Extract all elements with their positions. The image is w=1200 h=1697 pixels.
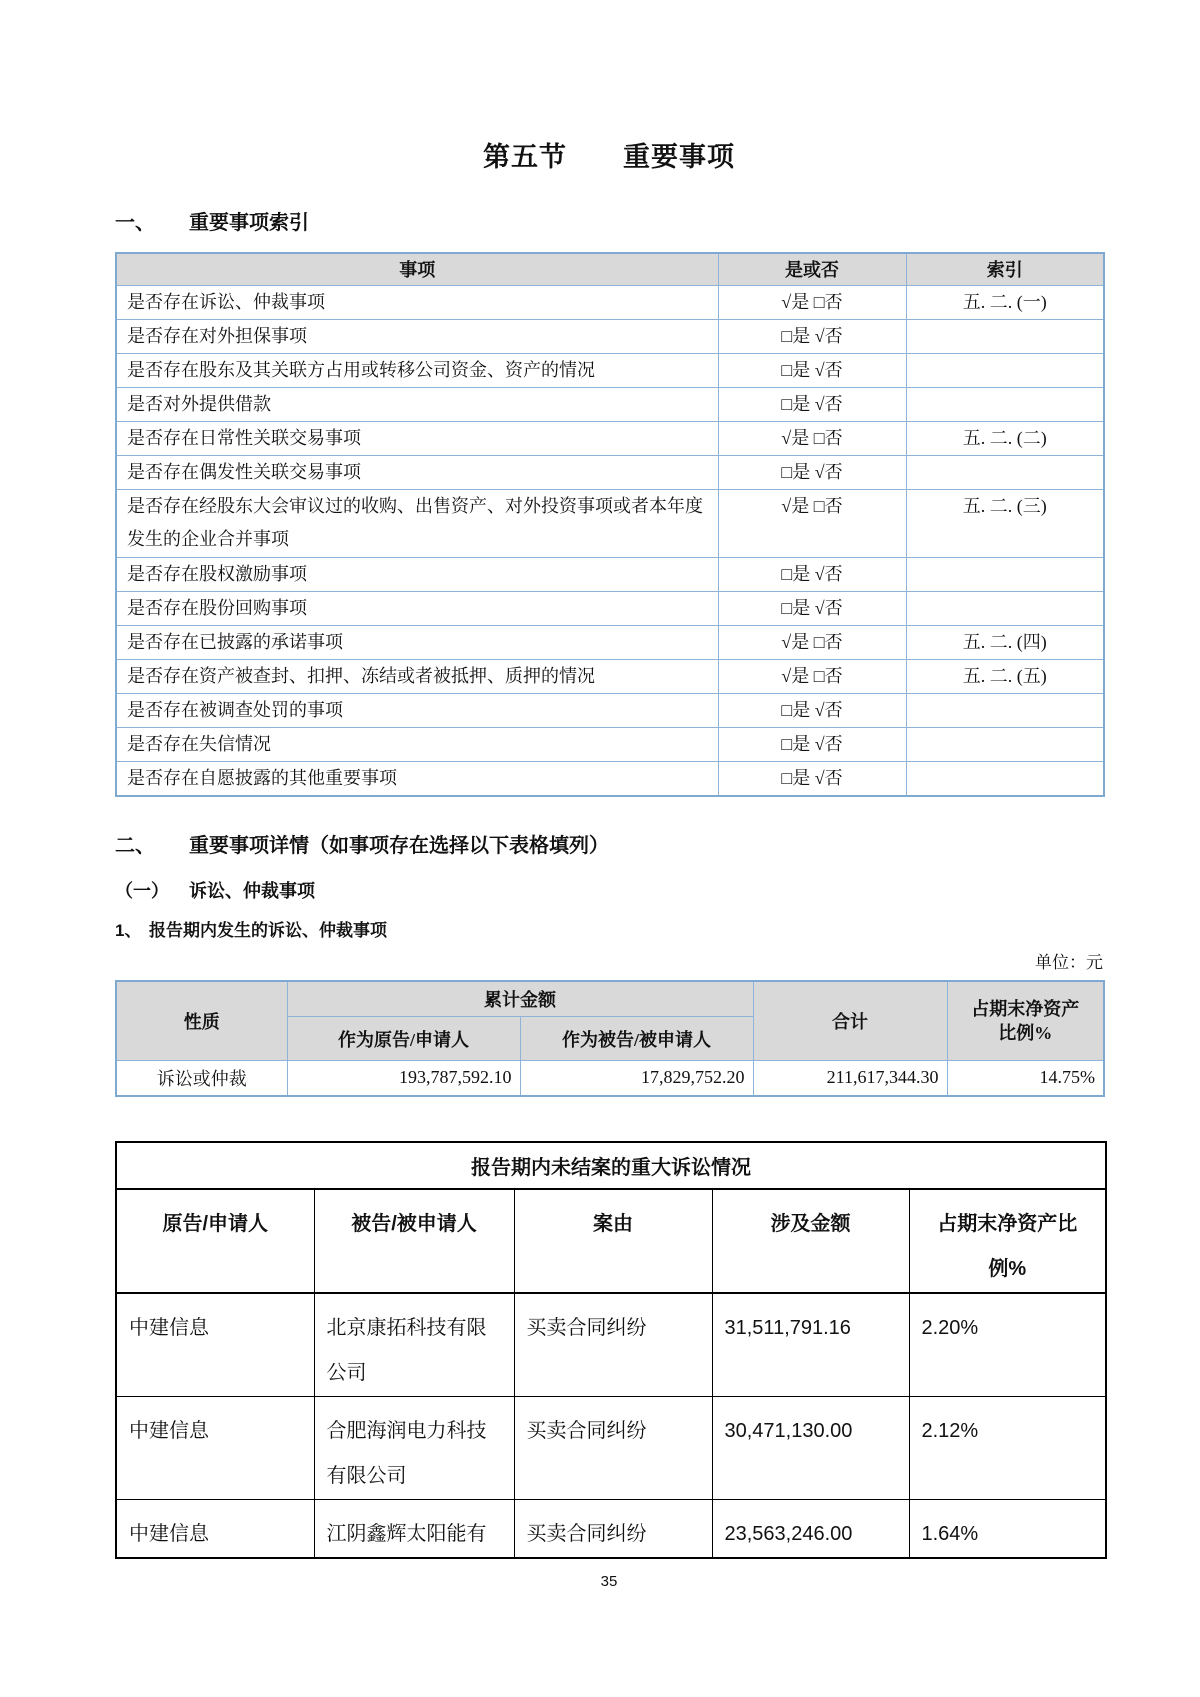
yes-no-checkbox-cell: □是 √否 bbox=[718, 727, 906, 761]
cause-cell: 买卖合同纠纷 bbox=[514, 1396, 712, 1499]
table-row bbox=[116, 659, 1104, 693]
ratio-cell: 2.20% bbox=[909, 1293, 1106, 1397]
cause-cell: 买卖合同纠纷 bbox=[514, 1293, 712, 1397]
column-header-as-defendant: 作为被告/被申请人 bbox=[520, 1017, 753, 1061]
column-header-plaintiff: 原告/申请人 bbox=[116, 1189, 314, 1293]
table-row bbox=[116, 489, 1104, 557]
nature-cell: 诉讼或仲裁 bbox=[116, 1061, 287, 1096]
table-row bbox=[116, 455, 1104, 489]
table-row bbox=[116, 421, 1104, 455]
amount-cell: 30,471,130.00 bbox=[712, 1396, 909, 1499]
table-row bbox=[116, 1396, 1106, 1499]
index-reference bbox=[906, 727, 1104, 761]
subsection-heading-lawsuits bbox=[115, 879, 1103, 903]
net-asset-ratio: 14.75% bbox=[947, 1061, 1104, 1096]
as-defendant-amount: 17,829,752.20 bbox=[520, 1061, 753, 1096]
defendant-cell: 合肥海润电力科技有限公司 bbox=[314, 1396, 514, 1499]
yes-no-checkbox-cell: □是 √否 bbox=[718, 557, 906, 591]
yes-no-checkbox-cell: √是 □否 bbox=[718, 625, 906, 659]
header-line-1: 占期末净资产比 bbox=[937, 1212, 1078, 1235]
matter-label: 是否存在自愿披露的其他重要事项 bbox=[116, 761, 718, 796]
defendant-cell: 江阴鑫辉太阳能有 bbox=[314, 1499, 514, 1558]
header-line-2: 例% bbox=[988, 1257, 1027, 1280]
index-reference: 五. 二. (一) bbox=[906, 285, 1104, 319]
index-reference bbox=[906, 455, 1104, 489]
matter-label: 是否存在对外担保事项 bbox=[116, 319, 718, 353]
plaintiff-cell: 中建信息 bbox=[116, 1499, 314, 1558]
matter-label: 是否存在诉讼、仲裁事项 bbox=[116, 285, 718, 319]
section-number: 一、 bbox=[115, 212, 155, 234]
table-row bbox=[116, 1293, 1106, 1397]
subsection-heading-text: 诉讼、仲裁事项 bbox=[189, 880, 315, 901]
yes-no-checkbox-cell: □是 √否 bbox=[718, 353, 906, 387]
column-header-index: 索引 bbox=[906, 253, 1104, 285]
matter-label: 是否存在经股东大会审议过的收购、出售资产、对外投资事项或者本年度发生的企业合并事项 bbox=[116, 489, 718, 557]
index-reference bbox=[906, 353, 1104, 387]
plaintiff-cell: 中建信息 bbox=[116, 1396, 314, 1499]
plaintiff-cell: 中建信息 bbox=[116, 1293, 314, 1397]
table-row bbox=[116, 625, 1104, 659]
table-row bbox=[116, 557, 1104, 591]
table-row bbox=[116, 591, 1104, 625]
column-header-cumulative-amount: 累计金额 bbox=[287, 981, 753, 1017]
table-title-row bbox=[116, 1142, 1106, 1189]
column-header-defendant: 被告/被申请人 bbox=[314, 1189, 514, 1293]
table-row bbox=[116, 285, 1104, 319]
page-title: 第五节 重要事项 bbox=[483, 142, 735, 172]
index-reference bbox=[906, 387, 1104, 421]
column-header-net-asset-ratio bbox=[909, 1189, 1106, 1293]
index-reference: 五. 二. (四) bbox=[906, 625, 1104, 659]
index-reference bbox=[906, 591, 1104, 625]
column-header-amount: 涉及金额 bbox=[712, 1189, 909, 1293]
amount-cell: 31,511,791.16 bbox=[712, 1293, 909, 1397]
table-header-row bbox=[116, 1189, 1106, 1293]
total-amount: 211,617,344.30 bbox=[753, 1061, 947, 1096]
index-reference bbox=[906, 761, 1104, 796]
index-reference bbox=[906, 319, 1104, 353]
yes-no-checkbox-cell: □是 √否 bbox=[718, 761, 906, 796]
table-header-row bbox=[116, 253, 1104, 285]
section-heading-index bbox=[115, 210, 1103, 236]
important-matters-index-table bbox=[115, 252, 1105, 797]
index-reference: 五. 二. (五) bbox=[906, 659, 1104, 693]
table-row bbox=[116, 727, 1104, 761]
cause-cell: 买卖合同纠纷 bbox=[514, 1499, 712, 1558]
matter-label: 是否存在股权激励事项 bbox=[116, 557, 718, 591]
matter-label: 是否存在被调查处罚的事项 bbox=[116, 693, 718, 727]
section-heading-details bbox=[115, 833, 1103, 859]
index-reference bbox=[906, 557, 1104, 591]
unit-label: 单位：元 bbox=[1035, 952, 1103, 972]
pending-lawsuits-table-title: 报告期内未结案的重大诉讼情况 bbox=[116, 1142, 1106, 1189]
index-reference bbox=[906, 693, 1104, 727]
table-row bbox=[116, 693, 1104, 727]
yes-no-checkbox-cell: □是 √否 bbox=[718, 319, 906, 353]
column-header-total: 合计 bbox=[753, 981, 947, 1061]
table-row bbox=[116, 761, 1104, 796]
ratio-cell: 1.64% bbox=[909, 1499, 1106, 1558]
as-plaintiff-amount: 193,787,592.10 bbox=[287, 1061, 520, 1096]
section-number: 二、 bbox=[115, 834, 155, 857]
yes-no-checkbox-cell: □是 √否 bbox=[718, 591, 906, 625]
column-header-cause: 案由 bbox=[514, 1189, 712, 1293]
table-header-row bbox=[116, 981, 1104, 1017]
matter-label: 是否存在股份回购事项 bbox=[116, 591, 718, 625]
table-row bbox=[116, 1499, 1106, 1558]
matter-label: 是否存在失信情况 bbox=[116, 727, 718, 761]
column-header-item: 事项 bbox=[116, 253, 718, 285]
section-heading-text: 重要事项索引 bbox=[189, 212, 309, 234]
matter-label: 是否存在资产被查封、扣押、冻结或者被抵押、质押的情况 bbox=[116, 659, 718, 693]
yes-no-checkbox-cell: √是 □否 bbox=[718, 285, 906, 319]
matter-label: 是否存在偶发性关联交易事项 bbox=[116, 455, 718, 489]
column-header-yes-no: 是或否 bbox=[718, 253, 906, 285]
table-row bbox=[116, 1061, 1104, 1096]
subsection2-heading bbox=[115, 919, 1103, 942]
pending-lawsuits-table bbox=[115, 1141, 1107, 1559]
column-header-nature: 性质 bbox=[116, 981, 287, 1061]
table-row bbox=[116, 387, 1104, 421]
column-header-as-plaintiff: 作为原告/申请人 bbox=[287, 1017, 520, 1061]
lawsuit-summary-table bbox=[115, 980, 1105, 1097]
matter-label: 是否存在股东及其关联方占用或转移公司资金、资产的情况 bbox=[116, 353, 718, 387]
yes-no-checkbox-cell: √是 □否 bbox=[718, 489, 906, 557]
yes-no-checkbox-cell: √是 □否 bbox=[718, 659, 906, 693]
matter-label: 是否对外提供借款 bbox=[116, 387, 718, 421]
document-page bbox=[115, 0, 1103, 1590]
ratio-cell: 2.12% bbox=[909, 1396, 1106, 1499]
header-line-1: 占期末净资产 bbox=[971, 998, 1080, 1019]
matter-label: 是否存在已披露的承诺事项 bbox=[116, 625, 718, 659]
amount-cell: 23,563,246.00 bbox=[712, 1499, 909, 1558]
table-row bbox=[116, 353, 1104, 387]
header-line-2: 比例% bbox=[998, 1022, 1053, 1043]
table-row bbox=[116, 319, 1104, 353]
column-header-net-asset-ratio bbox=[947, 981, 1104, 1061]
yes-no-checkbox-cell: √是 □否 bbox=[718, 421, 906, 455]
yes-no-checkbox-cell: □是 √否 bbox=[718, 455, 906, 489]
subsection2-heading-text: 报告期内发生的诉讼、仲裁事项 bbox=[149, 920, 387, 940]
index-reference: 五. 二. (二) bbox=[906, 421, 1104, 455]
yes-no-checkbox-cell: □是 √否 bbox=[718, 387, 906, 421]
index-reference: 五. 二. (三) bbox=[906, 489, 1104, 557]
matter-label: 是否存在日常性关联交易事项 bbox=[116, 421, 718, 455]
section-heading-text: 重要事项详情（如事项存在选择以下表格填列） bbox=[189, 834, 609, 857]
page-number: 35 bbox=[600, 1572, 618, 1590]
subsection-number: （一） bbox=[115, 880, 169, 901]
subsection2-number: 1、 bbox=[115, 920, 142, 940]
yes-no-checkbox-cell: □是 √否 bbox=[718, 693, 906, 727]
defendant-cell: 北京康拓科技有限公司 bbox=[314, 1293, 514, 1397]
